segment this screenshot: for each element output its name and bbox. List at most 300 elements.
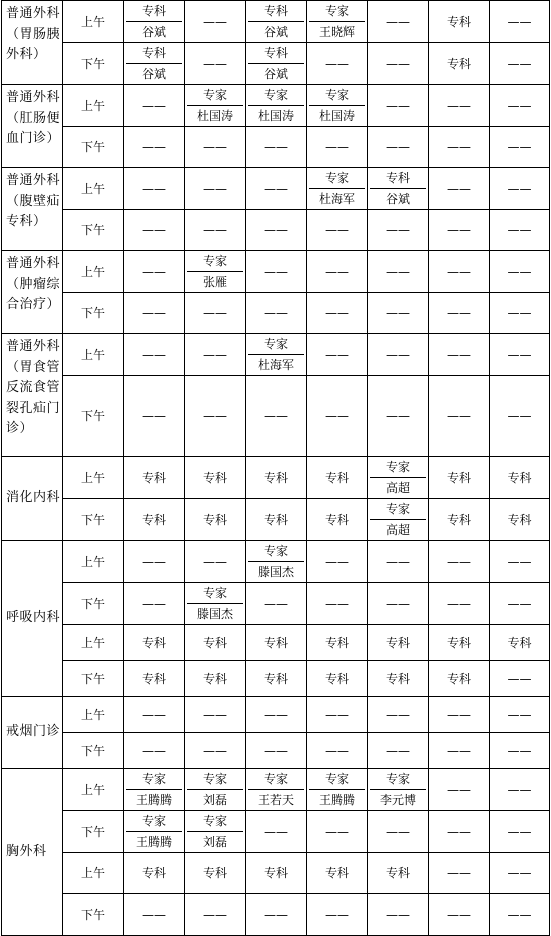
schedule-cell bbox=[429, 127, 490, 168]
schedule-cell bbox=[185, 293, 246, 334]
cell-value: —— bbox=[325, 223, 349, 237]
schedule-cell bbox=[490, 733, 550, 769]
cell-value: —— bbox=[142, 554, 166, 569]
table-row bbox=[2, 334, 550, 376]
schedule-cell bbox=[490, 293, 550, 334]
schedule-cell bbox=[185, 541, 246, 583]
doctor-name: 杜国涛 bbox=[248, 105, 304, 126]
schedule-cell bbox=[368, 210, 429, 251]
schedule-cell bbox=[490, 811, 550, 853]
schedule-cell bbox=[185, 457, 246, 499]
schedule-cell bbox=[429, 853, 490, 894]
schedule-cell bbox=[490, 499, 550, 541]
cell-value: 专科 bbox=[202, 671, 227, 686]
schedule-cell bbox=[490, 334, 550, 376]
cell-value: 专科 bbox=[202, 512, 227, 527]
cell-value: —— bbox=[507, 907, 532, 922]
doctor-name: 张雁 bbox=[187, 271, 243, 292]
cell-value: 专科 bbox=[446, 56, 471, 71]
schedule-cell bbox=[124, 811, 185, 853]
schedule-cell bbox=[307, 127, 368, 168]
schedule-cell bbox=[490, 85, 550, 127]
cell-value: —— bbox=[142, 743, 166, 758]
doctor-name: 谷斌 bbox=[126, 63, 182, 84]
clinic-slot bbox=[246, 85, 306, 126]
schedule-cell bbox=[124, 499, 185, 541]
cell-value: —— bbox=[142, 140, 166, 154]
schedule-cell bbox=[307, 541, 368, 583]
table-row bbox=[2, 251, 550, 293]
clinic-slot bbox=[124, 43, 184, 84]
cell-value: —— bbox=[203, 306, 227, 320]
cell-value: —— bbox=[203, 409, 227, 423]
table-row bbox=[2, 210, 550, 251]
clinic-slot bbox=[246, 541, 306, 582]
doctor-name: 刘磊 bbox=[187, 831, 243, 852]
table-row bbox=[2, 127, 550, 168]
cell-value: 专科 bbox=[202, 470, 227, 485]
schedule-cell bbox=[429, 811, 490, 853]
cell-value: —— bbox=[386, 554, 410, 569]
cell-value: —— bbox=[447, 707, 471, 722]
table-row bbox=[2, 293, 550, 334]
doctor-name: 杜海军 bbox=[309, 188, 365, 209]
schedule-cell bbox=[124, 853, 185, 894]
schedule-cell bbox=[429, 1, 490, 43]
clinic-slot bbox=[307, 1, 367, 42]
schedule-cell bbox=[429, 43, 490, 85]
schedule-cell bbox=[185, 127, 246, 168]
doctor-name: 杜国涛 bbox=[187, 105, 243, 126]
schedule-cell bbox=[368, 251, 429, 293]
schedule-cell bbox=[490, 457, 550, 499]
clinic-type: 专家 bbox=[324, 88, 349, 102]
schedule-cell bbox=[185, 499, 246, 541]
department-name: 普通外科（肿瘤综合治疗） bbox=[2, 251, 63, 334]
cell-value: —— bbox=[264, 140, 288, 154]
schedule-cell bbox=[490, 168, 550, 210]
cell-value: —— bbox=[203, 14, 227, 29]
cell-value: —— bbox=[325, 596, 349, 611]
schedule-cell bbox=[246, 210, 307, 251]
cell-value: 专科 bbox=[385, 635, 410, 650]
cell-value: —— bbox=[386, 409, 410, 423]
department-name: 胸外科 bbox=[2, 769, 63, 936]
schedule-cell bbox=[368, 85, 429, 127]
cell-value: —— bbox=[142, 707, 166, 722]
cell-value: —— bbox=[325, 743, 349, 758]
department-name: 普通外科（肛肠便血门诊） bbox=[2, 85, 63, 168]
period-label: 下午 bbox=[63, 43, 124, 85]
schedule-cell bbox=[490, 661, 550, 697]
cell-value: 专科 bbox=[141, 866, 166, 880]
schedule-cell bbox=[246, 499, 307, 541]
cell-value: 专科 bbox=[446, 512, 471, 527]
doctor-name: 刘磊 bbox=[187, 789, 243, 810]
period-label: 上午 bbox=[63, 697, 124, 733]
schedule-cell bbox=[429, 210, 490, 251]
clinic-slot bbox=[246, 334, 306, 375]
cell-value: —— bbox=[203, 56, 227, 71]
period-label: 下午 bbox=[63, 127, 124, 168]
table-row bbox=[2, 541, 550, 583]
cell-value: —— bbox=[203, 223, 227, 237]
cell-value: —— bbox=[507, 347, 532, 362]
doctor-name: 李元博 bbox=[370, 789, 426, 810]
period-label: 上午 bbox=[63, 251, 124, 293]
schedule-cell bbox=[429, 376, 490, 457]
cell-value: —— bbox=[447, 264, 471, 279]
clinic-type: 专家 bbox=[263, 88, 288, 102]
cell-value: —— bbox=[142, 223, 166, 237]
cell-value: 专科 bbox=[141, 470, 166, 485]
period-label: 上午 bbox=[63, 334, 124, 376]
cell-value: —— bbox=[203, 554, 227, 569]
period-label: 下午 bbox=[63, 376, 124, 457]
doctor-name: 高超 bbox=[370, 477, 426, 498]
cell-value: —— bbox=[447, 596, 471, 611]
schedule-cell bbox=[368, 168, 429, 210]
schedule-cell bbox=[429, 457, 490, 499]
cell-value: —— bbox=[264, 596, 288, 611]
schedule-cell bbox=[246, 811, 307, 853]
cell-value: 专科 bbox=[324, 635, 349, 650]
schedule-cell bbox=[490, 210, 550, 251]
cell-value: —— bbox=[386, 140, 410, 154]
schedule-cell bbox=[368, 697, 429, 733]
clinic-schedule-table bbox=[1, 0, 550, 936]
schedule-cell bbox=[124, 43, 185, 85]
cell-value: 专科 bbox=[507, 512, 532, 527]
cell-value: 专科 bbox=[324, 671, 349, 686]
clinic-type: 专家 bbox=[202, 254, 227, 268]
schedule-cell bbox=[307, 769, 368, 811]
schedule-cell bbox=[490, 853, 550, 894]
schedule-cell bbox=[368, 769, 429, 811]
period-label: 下午 bbox=[63, 733, 124, 769]
cell-value: 专科 bbox=[446, 635, 471, 650]
table-row bbox=[2, 85, 550, 127]
schedule-cell bbox=[246, 733, 307, 769]
doctor-name: 杜国涛 bbox=[309, 105, 365, 126]
clinic-type: 专家 bbox=[202, 586, 227, 600]
period-label: 上午 bbox=[63, 625, 124, 661]
schedule-cell bbox=[124, 293, 185, 334]
schedule-cell bbox=[368, 853, 429, 894]
clinic-slot bbox=[185, 769, 245, 810]
cell-value: —— bbox=[386, 56, 410, 71]
schedule-cell bbox=[368, 541, 429, 583]
clinic-slot bbox=[185, 251, 245, 292]
schedule-cell bbox=[368, 583, 429, 625]
schedule-cell bbox=[185, 853, 246, 894]
schedule-cell bbox=[246, 127, 307, 168]
cell-value: 专科 bbox=[263, 671, 288, 686]
schedule-cell bbox=[307, 697, 368, 733]
clinic-slot bbox=[124, 1, 184, 42]
cell-value: —— bbox=[203, 140, 227, 154]
table-row bbox=[2, 697, 550, 733]
doctor-name: 谷斌 bbox=[370, 188, 426, 209]
table-row bbox=[2, 43, 550, 85]
clinic-slot bbox=[185, 811, 245, 852]
clinic-type: 专家 bbox=[385, 772, 410, 786]
schedule-cell bbox=[368, 1, 429, 43]
schedule-cell bbox=[124, 210, 185, 251]
cell-value: —— bbox=[142, 596, 166, 611]
schedule-cell bbox=[490, 43, 550, 85]
table-row bbox=[2, 769, 550, 811]
doctor-name: 王腾腾 bbox=[126, 789, 182, 810]
cell-value: —— bbox=[203, 347, 227, 362]
schedule-cell bbox=[307, 85, 368, 127]
schedule-cell bbox=[124, 697, 185, 733]
cell-value: —— bbox=[447, 743, 471, 758]
period-label: 下午 bbox=[63, 661, 124, 697]
clinic-slot bbox=[246, 1, 306, 42]
cell-value: —— bbox=[264, 707, 288, 722]
doctor-name: 王腾腾 bbox=[309, 789, 365, 810]
clinic-slot bbox=[185, 583, 245, 624]
schedule-cell bbox=[124, 769, 185, 811]
schedule-cell bbox=[429, 251, 490, 293]
schedule-cell bbox=[124, 1, 185, 43]
cell-value: —— bbox=[325, 554, 349, 569]
schedule-cell bbox=[246, 769, 307, 811]
schedule-cell bbox=[185, 85, 246, 127]
schedule-cell bbox=[185, 733, 246, 769]
clinic-slot bbox=[307, 168, 367, 209]
cell-value: —— bbox=[386, 347, 410, 362]
clinic-slot bbox=[246, 769, 306, 810]
schedule-cell bbox=[185, 210, 246, 251]
clinic-type: 专家 bbox=[141, 814, 166, 828]
clinic-type: 专家 bbox=[263, 337, 288, 351]
cell-value: —— bbox=[264, 907, 288, 922]
schedule-cell bbox=[307, 625, 368, 661]
cell-value: 专科 bbox=[385, 671, 410, 686]
cell-value: —— bbox=[447, 782, 471, 797]
schedule-cell bbox=[429, 541, 490, 583]
cell-value: 专科 bbox=[263, 470, 288, 485]
department-name: 消化内科 bbox=[2, 457, 63, 541]
schedule-cell bbox=[368, 733, 429, 769]
cell-value: —— bbox=[325, 264, 349, 279]
schedule-cell bbox=[307, 457, 368, 499]
table-row bbox=[2, 583, 550, 625]
period-label: 上午 bbox=[63, 85, 124, 127]
period-label: 上午 bbox=[63, 168, 124, 210]
clinic-type: 专家 bbox=[385, 460, 410, 474]
cell-value: 专科 bbox=[141, 671, 166, 686]
schedule-cell bbox=[368, 457, 429, 499]
table-row bbox=[2, 1, 550, 43]
cell-value: 专科 bbox=[263, 866, 288, 880]
cell-value: —— bbox=[325, 347, 349, 362]
table-row bbox=[2, 853, 550, 894]
period-label: 下午 bbox=[63, 583, 124, 625]
schedule-cell bbox=[490, 697, 550, 733]
cell-value: 专科 bbox=[141, 512, 166, 527]
cell-value: —— bbox=[386, 707, 410, 722]
schedule-cell bbox=[124, 334, 185, 376]
table-row bbox=[2, 376, 550, 457]
clinic-slot bbox=[185, 85, 245, 126]
schedule-body bbox=[2, 1, 550, 936]
schedule-cell bbox=[429, 583, 490, 625]
schedule-cell bbox=[307, 811, 368, 853]
schedule-cell bbox=[429, 499, 490, 541]
schedule-cell bbox=[185, 334, 246, 376]
schedule-cell bbox=[490, 541, 550, 583]
clinic-type: 专家 bbox=[202, 814, 227, 828]
table-row bbox=[2, 625, 550, 661]
cell-value: —— bbox=[142, 347, 166, 362]
schedule-cell bbox=[246, 583, 307, 625]
schedule-cell bbox=[185, 811, 246, 853]
period-label: 上午 bbox=[63, 1, 124, 43]
cell-value: 专科 bbox=[507, 635, 532, 650]
schedule-cell bbox=[124, 625, 185, 661]
schedule-cell bbox=[185, 1, 246, 43]
clinic-type: 专家 bbox=[324, 4, 349, 18]
schedule-cell bbox=[185, 168, 246, 210]
cell-value: —— bbox=[386, 14, 410, 29]
cell-value: —— bbox=[507, 223, 532, 237]
schedule-cell bbox=[429, 625, 490, 661]
schedule-cell bbox=[185, 697, 246, 733]
schedule-cell bbox=[368, 811, 429, 853]
schedule-cell bbox=[429, 85, 490, 127]
cell-value: —— bbox=[264, 264, 288, 279]
cell-value: —— bbox=[142, 306, 166, 320]
schedule-cell bbox=[307, 251, 368, 293]
cell-value: —— bbox=[386, 98, 410, 113]
department-name: 戒烟门诊 bbox=[2, 697, 63, 769]
clinic-slot bbox=[124, 769, 184, 810]
clinic-type: 专家 bbox=[324, 772, 349, 786]
schedule-cell bbox=[307, 583, 368, 625]
cell-value: —— bbox=[386, 743, 410, 758]
period-label: 下午 bbox=[63, 210, 124, 251]
schedule-cell bbox=[368, 661, 429, 697]
schedule-cell bbox=[246, 85, 307, 127]
schedule-cell bbox=[124, 733, 185, 769]
schedule-cell bbox=[490, 1, 550, 43]
cell-value: —— bbox=[507, 824, 532, 839]
table-row bbox=[2, 499, 550, 541]
department-name: 普通外科（胃食管反流食管裂孔疝门诊） bbox=[2, 334, 63, 457]
cell-value: —— bbox=[507, 409, 532, 423]
cell-value: —— bbox=[203, 743, 227, 758]
table-row bbox=[2, 457, 550, 499]
clinic-slot bbox=[368, 457, 428, 498]
cell-value: —— bbox=[507, 14, 532, 29]
cell-value: —— bbox=[447, 554, 471, 569]
schedule-cell bbox=[185, 43, 246, 85]
schedule-cell bbox=[124, 251, 185, 293]
cell-value: —— bbox=[142, 264, 166, 279]
schedule-cell bbox=[246, 1, 307, 43]
schedule-cell bbox=[246, 168, 307, 210]
period-label: 下午 bbox=[63, 811, 124, 853]
cell-value: —— bbox=[447, 866, 471, 880]
cell-value: —— bbox=[325, 824, 349, 839]
schedule-cell bbox=[368, 334, 429, 376]
cell-value: —— bbox=[447, 347, 471, 362]
schedule-cell bbox=[429, 661, 490, 697]
clinic-type: 专科 bbox=[141, 4, 166, 18]
cell-value: 专科 bbox=[324, 866, 349, 880]
cell-value: —— bbox=[264, 306, 288, 320]
cell-value: —— bbox=[507, 98, 532, 113]
clinic-slot bbox=[368, 769, 428, 810]
department-name: 普通外科（腹壁疝专科） bbox=[2, 168, 63, 251]
cell-value: —— bbox=[203, 907, 227, 922]
schedule-cell bbox=[429, 334, 490, 376]
schedule-cell bbox=[246, 697, 307, 733]
schedule-cell bbox=[368, 499, 429, 541]
cell-value: —— bbox=[386, 223, 410, 237]
schedule-cell bbox=[429, 168, 490, 210]
clinic-type: 专家 bbox=[263, 772, 288, 786]
schedule-cell bbox=[246, 457, 307, 499]
cell-value: —— bbox=[447, 306, 471, 320]
table-row bbox=[2, 733, 550, 769]
cell-value: —— bbox=[142, 98, 166, 113]
schedule-cell bbox=[490, 769, 550, 811]
table-row bbox=[2, 811, 550, 853]
schedule-cell bbox=[246, 293, 307, 334]
cell-value: —— bbox=[325, 56, 349, 71]
schedule-cell bbox=[429, 769, 490, 811]
cell-value: —— bbox=[325, 907, 349, 922]
cell-value: 专科 bbox=[202, 635, 227, 650]
schedule-cell bbox=[368, 376, 429, 457]
schedule-cell bbox=[429, 733, 490, 769]
cell-value: 专科 bbox=[507, 470, 532, 485]
cell-value: —— bbox=[386, 264, 410, 279]
doctor-name: 滕国杰 bbox=[187, 603, 243, 624]
cell-value: —— bbox=[142, 181, 166, 196]
clinic-slot bbox=[124, 811, 184, 852]
schedule-cell bbox=[124, 127, 185, 168]
schedule-cell bbox=[124, 541, 185, 583]
schedule-cell bbox=[490, 376, 550, 457]
schedule-cell bbox=[307, 376, 368, 457]
schedule-cell bbox=[368, 625, 429, 661]
cell-value: 专科 bbox=[324, 512, 349, 527]
period-label: 下午 bbox=[63, 293, 124, 334]
cell-value: —— bbox=[264, 181, 288, 196]
cell-value: —— bbox=[507, 306, 532, 320]
schedule-cell bbox=[307, 499, 368, 541]
clinic-type: 专科 bbox=[141, 46, 166, 60]
schedule-cell bbox=[246, 376, 307, 457]
schedule-cell bbox=[368, 293, 429, 334]
schedule-cell bbox=[185, 376, 246, 457]
cell-value: —— bbox=[507, 56, 532, 71]
period-label: 上午 bbox=[63, 853, 124, 894]
clinic-slot bbox=[368, 499, 428, 540]
schedule-cell bbox=[490, 583, 550, 625]
schedule-cell bbox=[124, 376, 185, 457]
cell-value: 专科 bbox=[324, 470, 349, 485]
cell-value: —— bbox=[142, 907, 166, 922]
cell-value: 专科 bbox=[141, 635, 166, 650]
cell-value: 专科 bbox=[263, 635, 288, 650]
schedule-cell bbox=[307, 168, 368, 210]
